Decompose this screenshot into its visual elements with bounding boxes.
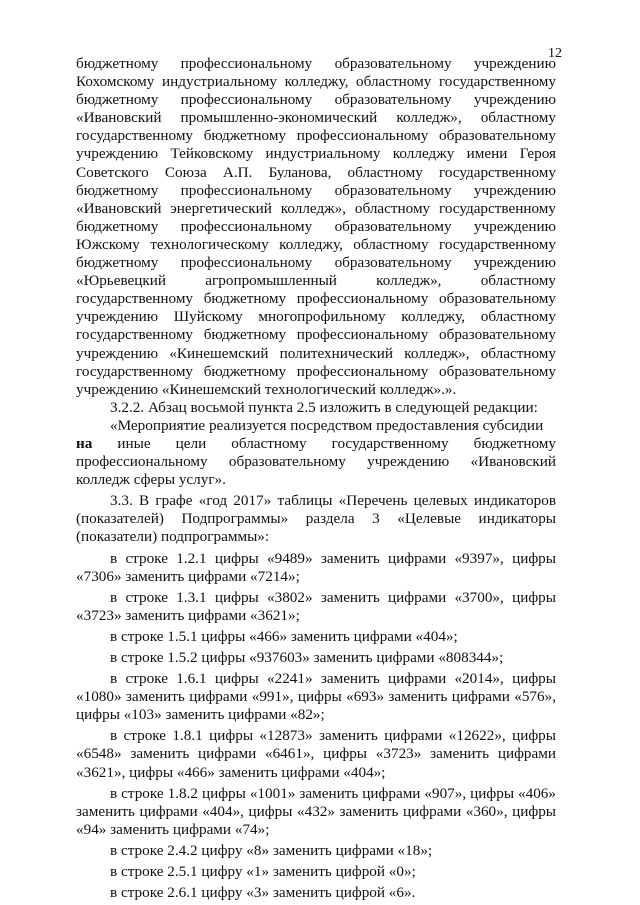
paragraph-3-2-2: 3.2.2. Абзац восьмой пункта 2.5 изложить в следующей редакции: — [110, 398, 538, 416]
page-number: 12 — [548, 46, 562, 61]
bold-word: на — [76, 434, 93, 452]
document-body — [76, 55, 556, 902]
paragraph-row-1-2-1: в строке 1.2.1 цифры «9489» заменить цифрами «9397», цифры «7306» заменить цифрами «7214»; — [76, 549, 556, 585]
paragraph-row-1-8-2: в строке 1.8.2 цифры «1001» заменить цифрами «907», цифры «406» заменить цифрами «404», цифры «432» заменить цифрами «360», цифры «94» заменить цифрами «74»; — [76, 784, 556, 838]
paragraph-row-1-6-1: в строке 1.6.1 цифры «2241» заменить цифрами «2014», цифры «1080» заменить цифрами «991», цифры «693» заменить цифрами «576», цифры «103» заменить цифрами «82»; — [76, 670, 556, 724]
paragraph-text: иные цели областному государственному бюджетному профессиональному образовательному учреждению «Ивановский колледж сферы услуг». — [76, 434, 556, 489]
paragraph-event-quote-continued — [76, 435, 556, 489]
paragraph-row-1-8-1: в строке 1.8.1 цифры «12873» заменить цифрами «12622», цифры «6548» заменить цифрами «6461», цифры «3723» заменить цифрами «3621», цифры «466» заменить цифрами «404»; — [76, 727, 556, 781]
paragraph-institutions-list: бюджетному профессиональному образовательному учреждению Кохомскому индустриальному колледжу, областному государственному бюджетному профессиональному образовательному учреждению «Ивановский промышленно-экономический колледж», областному государственному бюджетному профессиональному образовательному учреждению Тейковскому индустриальному колледжу имени Героя Советского Союза А.П. Буланова, областному государственному бюджетному профессиональному образовательному учреждению «Ивановский энергетический колледж», областному государственному бюджетному профессиональному образовательному учреждению Южскому технологическому колледжу, областному государственному бюджетному профессиональному образовательному учреждению «Юрьевецкий агропромышленный колледж», областному государственному бюджетному профессиональному образовательному учреждению Шуйскому многопрофильному колледжу, областному государственному бюджетному профессиональному образовательному учреждению «Кинешемский политехнический колледж», областному государственному бюджетному профессиональному образовательному учреждению «Кинешемский технологический колледж».». — [76, 55, 556, 398]
paragraph-row-1-5-2: в строке 1.5.2 цифры «937603» заменить цифрами «808344»; — [110, 649, 504, 666]
paragraph-event-quote: «Мероприятие реализуется посредством предоставления субсидии — [110, 416, 544, 434]
paragraph-row-1-5-1: в строке 1.5.1 цифры «466» заменить цифрами «404»; — [110, 627, 458, 645]
paragraph-row-2-6-1: в строке 2.6.1 цифру «3» заменить цифрой «6». — [110, 884, 416, 902]
paragraph-row-2-5-1: в строке 2.5.1 цифру «1» заменить цифрой «0»; — [110, 863, 416, 881]
paragraph-row-2-4-2: в строке 2.4.2 цифру «8» заменить цифрами «18»; — [110, 841, 433, 859]
paragraph-row-1-3-1: в строке 1.3.1 цифры «3802» заменить цифрами «3700», цифры «3723» заменить цифрами «3621»; — [76, 588, 556, 624]
paragraph-3-3: 3.3. В графе «год 2017» таблицы «Перечень целевых индикаторов (показателей) Подпрограммы» раздела 3 «Целевые индикаторы (показатели) подпрограммы»: — [76, 492, 556, 546]
